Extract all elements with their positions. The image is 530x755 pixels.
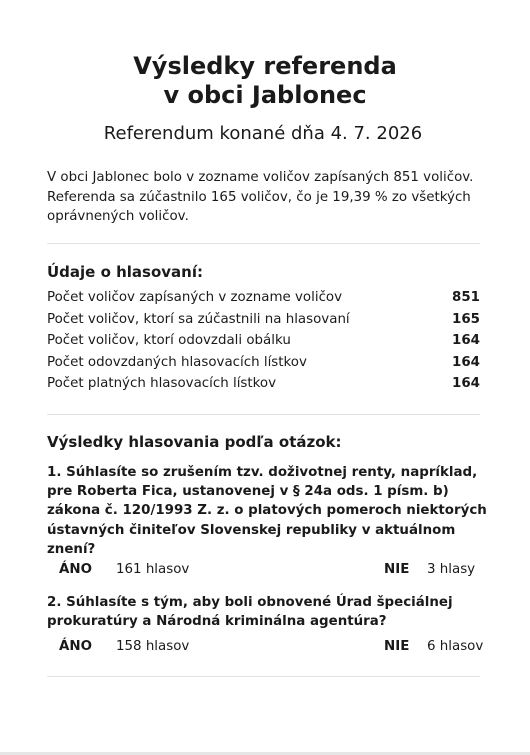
stat-value: 164	[452, 333, 480, 349]
stat-row-participated	[47, 309, 480, 331]
stat-label: Počet voličov, ktorí sa zúčastnili na hlasovaní	[47, 311, 350, 327]
yes-count: 158 hlasov	[116, 639, 190, 655]
question-answers	[47, 637, 487, 657]
stat-label: Počet platných hlasovacích lístkov	[47, 376, 277, 392]
stat-row-ballots-submitted	[47, 352, 480, 374]
question-text: 1. Súhlasíte so zrušením tzv. doživotnej renty, napríklad, pre Roberta Fica, ustanovenej v § 24a ods. 1 písm. b) zákona č. 120/1993 Z. z. o platových pomeroch niektorých ústavných činiteľov Slovenskej republiky v aktuálnom znení?	[47, 465, 487, 557]
no-count: 3 hlasy	[427, 562, 476, 578]
voting-data-list	[47, 287, 480, 395]
stat-label: Počet voličov zapísaných v zozname voličov	[47, 290, 343, 306]
page-title	[0, 52, 530, 110]
stat-value: 164	[452, 376, 480, 392]
referendum-date-subtitle: Referendum konané dňa 4. 7. 2026	[103, 123, 423, 144]
stat-row-registered	[47, 287, 480, 309]
results-heading: Výsledky hlasovania podľa otázok:	[47, 433, 342, 451]
title-line-2: v obci Jablonec	[163, 81, 367, 109]
stat-label: Počet voličov, ktorí odovzdali obálku	[47, 333, 291, 349]
stat-row-valid-ballots	[47, 373, 480, 395]
stat-value: 851	[452, 290, 480, 306]
stat-label: Počet odovzdaných hlasovacích lístkov	[47, 354, 307, 370]
question-answers	[47, 560, 487, 580]
divider	[47, 243, 480, 244]
no-label: NIE	[384, 639, 410, 655]
intro-paragraph: V obci Jablonec bolo v zozname voličov zapísaných 851 voličov. Referenda sa zúčastnilo 165 voličov, čo je 19,39 % zo všetkých oprávnených voličov.	[47, 170, 474, 224]
question-2	[47, 593, 487, 657]
divider	[47, 414, 480, 415]
title-line-1: Výsledky referenda	[133, 52, 397, 80]
divider	[47, 676, 480, 677]
yes-label: ÁNO	[59, 639, 92, 655]
yes-label: ÁNO	[59, 562, 92, 578]
question-text: 2. Súhlasíte s tým, aby boli obnovené Úrad špeciálnej prokuratúry a Národná kriminálna agentúra?	[47, 595, 453, 630]
no-label: NIE	[384, 562, 410, 578]
question-1	[47, 463, 487, 580]
stat-row-envelopes	[47, 330, 480, 352]
stat-value: 164	[452, 354, 480, 370]
no-count: 6 hlasov	[427, 639, 484, 655]
voting-data-heading: Údaje o hlasovaní:	[47, 263, 203, 281]
stat-value: 165	[452, 311, 480, 327]
yes-count: 161 hlasov	[116, 562, 190, 578]
